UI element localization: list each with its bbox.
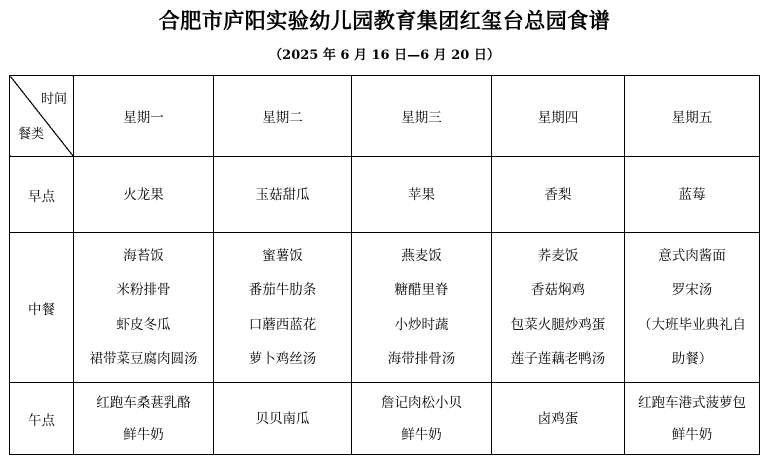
corner-time-label: 时间 [40,92,67,107]
breakfast-thursday-cell [492,157,625,233]
lunch-row [10,233,760,383]
breakfast-tuesday-cell [214,157,352,233]
dish-item: 米粉排骨 [116,282,171,298]
dish-item: 鲜牛奶 [123,426,164,443]
snack-monday-cell [74,383,214,455]
snack-tuesday-cell [214,383,352,455]
dish-item: 苹果 [408,186,435,203]
breakfast-wednesday-cell [352,157,492,233]
menu-table [9,75,760,455]
day-header-wednesday: 星期三 [352,76,492,157]
meal-label-breakfast: 早点 [10,157,74,233]
dish-item: 蓝莓 [678,186,706,203]
meal-label-lunch: 中餐 [10,233,74,383]
dish-item: 莲子莲藕老鸭汤 [510,351,606,367]
day-header-thursday: 星期四 [492,76,625,157]
lunch-monday-cell [74,233,214,383]
dish-item: 贝贝南瓜 [255,410,310,427]
page-title: 合肥市庐阳实验幼儿园教育集团红玺台总园食谱 [158,8,611,33]
dish-item: 燕麦饭 [401,247,442,264]
day-header-friday: 星期五 [625,76,760,157]
date-range: （2025 年 6 月 16 日—6 月 20 日） [269,48,500,63]
dish-item: 糖醋里脊 [394,282,449,298]
dish-item: 小炒时蔬 [394,316,449,333]
meal-label-afternoon-snack: 午点 [10,383,74,455]
dish-item: 玉菇甜瓜 [255,186,310,203]
lunch-wednesday-cell [352,233,492,383]
corner-meal-label: 餐类 [18,127,45,142]
lunch-friday-cell [625,233,760,383]
dish-item: 罗宋汤 [671,282,713,298]
dish-item: 包菜火腿炒鸡蛋 [510,316,606,333]
dish-item: （大班毕业典礼自 [638,316,746,333]
lunch-thursday-cell [492,233,625,383]
dish-item: 红跑车港式菠萝包 [638,394,746,411]
dish-item: 海带排骨汤 [387,351,456,367]
day-header-monday: 星期一 [74,76,214,157]
dish-item: 虾皮冬瓜 [116,316,171,333]
snack-wednesday-cell [352,383,492,455]
day-header-tuesday: 星期二 [214,76,352,157]
dish-item: 红跑车桑葚乳酪 [96,394,191,411]
dish-item: 蜜薯饭 [262,247,303,264]
dish-item: 意式肉酱面 [658,247,726,264]
dish-item: 荞麦饭 [537,247,579,264]
dish-item: 萝卜鸡丝汤 [248,351,317,367]
breakfast-row [10,157,760,233]
dish-item: 香梨 [544,186,572,203]
dish-item: 助餐） [671,351,713,367]
snack-friday-cell [625,383,760,455]
breakfast-friday-cell [625,157,760,233]
dish-item: 卤鸡蛋 [537,410,579,427]
dish-item: 鲜牛奶 [401,426,442,443]
dish-item: 鲜牛奶 [671,426,713,443]
breakfast-monday-cell [74,157,214,233]
dish-item: 裙带菜豆腐肉圆汤 [89,351,198,367]
lunch-tuesday-cell [214,233,352,383]
dish-item: 詹记肉松小贝 [381,394,462,411]
dish-item: 番茄牛肋条 [248,282,317,298]
header-row [10,76,760,157]
afternoon-snack-row [10,383,760,455]
corner-header-cell [10,76,74,157]
dish-item: 火龙果 [123,186,164,203]
dish-item: 海苔饭 [123,247,164,264]
snack-thursday-cell [492,383,625,455]
dish-item: 香菇焖鸡 [531,282,585,298]
dish-item: 口蘑西蓝花 [248,316,317,333]
